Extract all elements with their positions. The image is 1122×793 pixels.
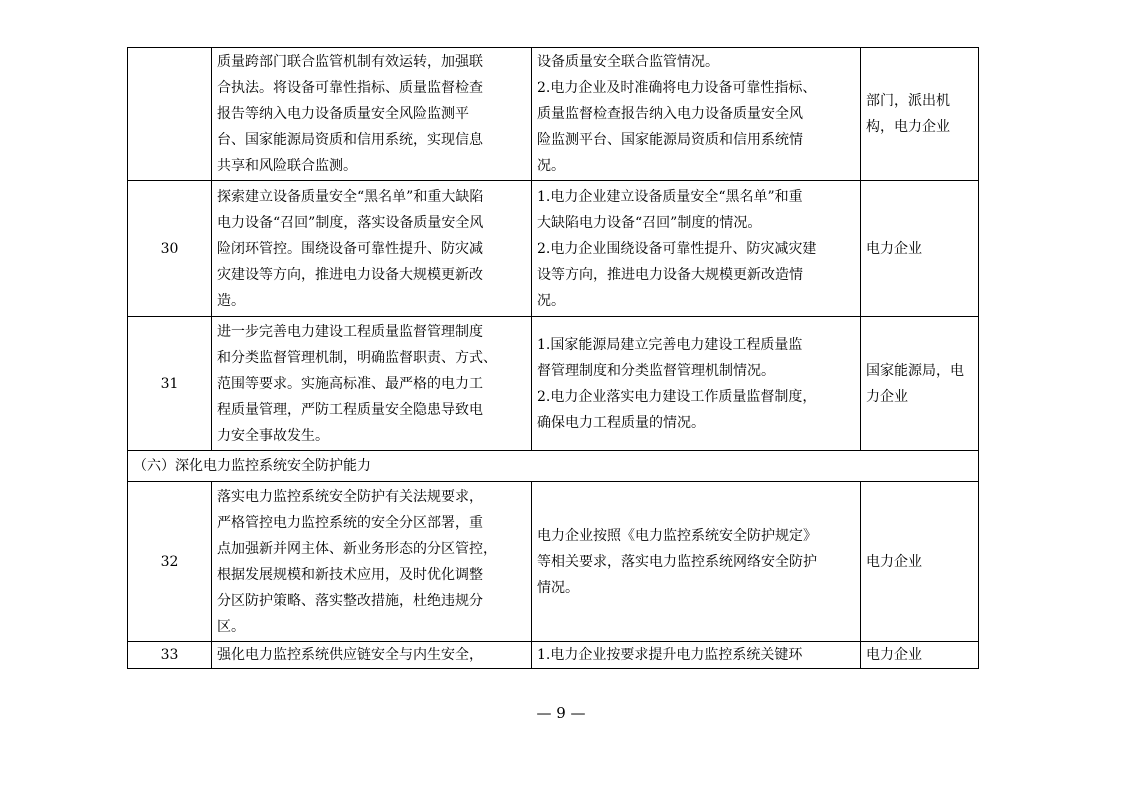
criteria-text: 1.国家能源局建立完善电力建设工程质量监 督管理制度和分类监督管理机制情况。 2.电力企业落实电力建设工作质量监督制度， 确保电力工程质量的情况。 bbox=[532, 317, 861, 451]
measure-text: 质量跨部门联合监管机制有效运转，加强联 合执法。将设备可靠性指标、质量监督检查 报告等纳入电力设备质量安全风险监测平 台、国家能源局资质和信用系统，实现信息 共享和风险联合监测。 bbox=[212, 48, 532, 181]
responsible-dept: 电力企业 bbox=[861, 642, 979, 669]
measure-text: 进一步完善电力建设工程质量监督管理制度 和分类监督管理机制，明确监督职责、方式、 范围等要求。实施高标准、最严格的电力工 程质量管理，严防工程质量安全隐患导致电 力安全事故发生。 bbox=[212, 317, 532, 451]
responsible-dept: 电力企业 bbox=[861, 482, 979, 642]
responsible-dept: 电力企业 bbox=[861, 181, 979, 317]
criteria-text: 1.电力企业按要求提升电力监控系统关键环 bbox=[532, 642, 861, 669]
measure-text: 落实电力监控系统安全防护有关法规要求， 严格管控电力监控系统的安全分区部署，重 点加强新并网主体、新业务形态的分区管控， 根据发展规模和新技术应用，及时优化调整 分区防护策略、落实整改措施，杜绝违规分 区。 bbox=[212, 482, 532, 642]
measure-text: 强化电力监控系统供应链安全与内生安全， bbox=[212, 642, 532, 669]
row-number: 33 bbox=[128, 642, 212, 669]
row-number: 30 bbox=[128, 181, 212, 317]
page-number: — 9 — bbox=[536, 704, 586, 722]
measure-text: 探索建立设备质量安全“黑名单”和重大缺陷 电力设备“召回”制度，落实设备质量安全风 险闭环管控。围绕设备可靠性提升、防灾减 灾建设等方向，推进电力设备大规模更新改 造。 bbox=[212, 181, 532, 317]
section-row bbox=[128, 451, 979, 482]
responsible-dept: 国家能源局，电 力企业 bbox=[861, 317, 979, 451]
criteria-text: 电力企业按照《电力监控系统安全防护规定》 等相关要求，落实电力监控系统网络安全防护 情况。 bbox=[532, 482, 861, 642]
table-row bbox=[128, 317, 979, 451]
criteria-text: 设备质量安全联合监管情况。 2.电力企业及时准确将电力设备可靠性指标、 质量监督检查报告纳入电力设备质量安全风 险监测平台、国家能源局资质和信用系统情 况。 bbox=[532, 48, 861, 181]
table-row bbox=[128, 642, 979, 669]
table-row bbox=[128, 482, 979, 642]
section-heading: （六）深化电力监控系统安全防护能力 bbox=[128, 451, 979, 482]
criteria-text: 1.电力企业建立设备质量安全“黑名单”和重 大缺陷电力设备“召回”制度的情况。 2.电力企业围绕设备可靠性提升、防灾减灾建 设等方向，推进电力设备大规模更新改造情 况。 bbox=[532, 181, 861, 317]
measures-table bbox=[127, 47, 979, 669]
row-number: 31 bbox=[128, 317, 212, 451]
responsible-dept: 部门，派出机 构，电力企业 bbox=[861, 48, 979, 181]
row-number: 32 bbox=[128, 482, 212, 642]
table-row bbox=[128, 48, 979, 181]
table-row bbox=[128, 181, 979, 317]
row-number bbox=[128, 48, 212, 181]
